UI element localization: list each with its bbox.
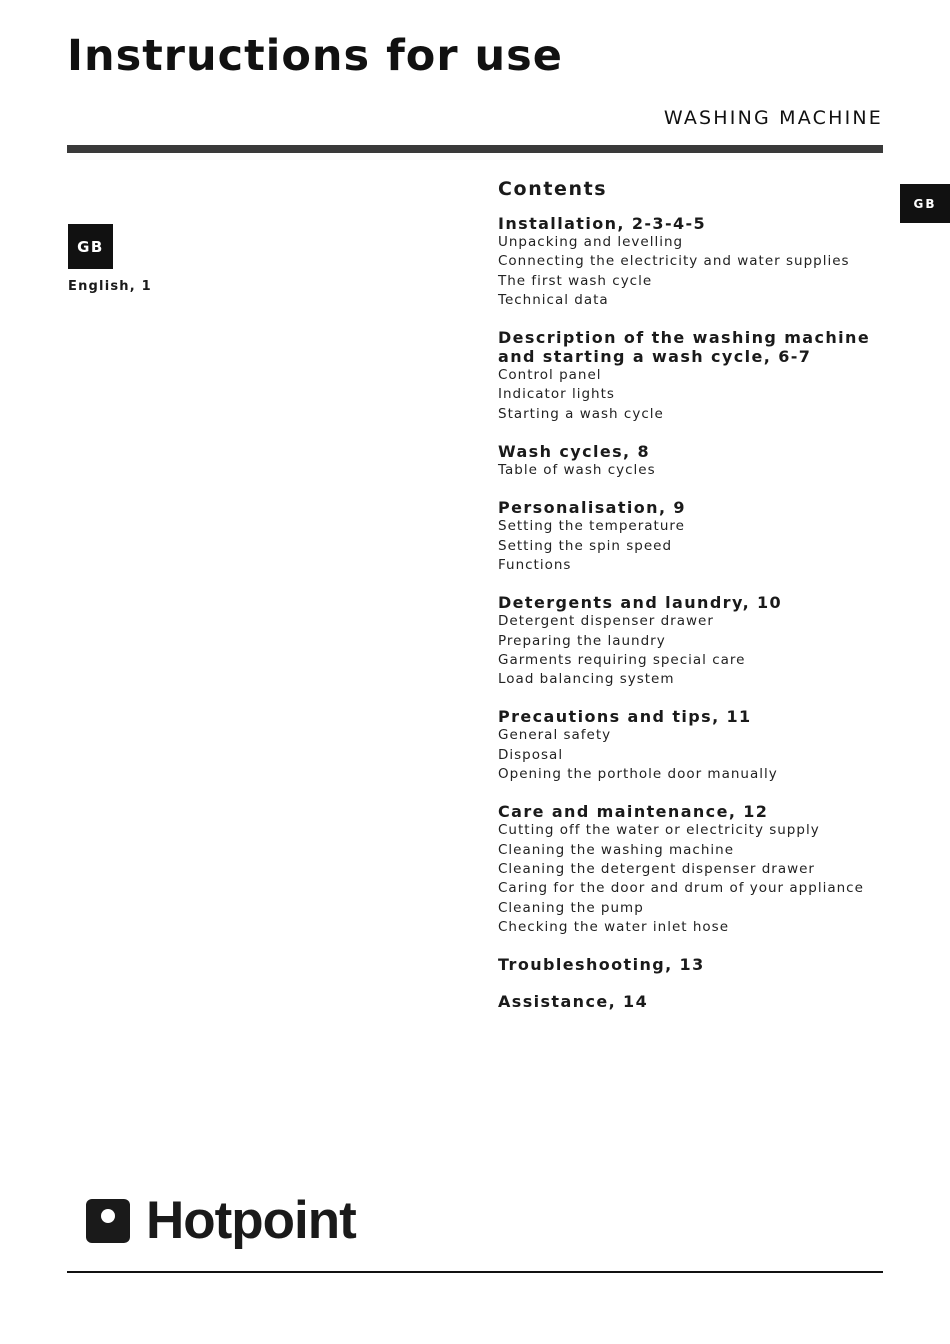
brand-name: Hotpoint [146,1191,356,1250]
language-badge[interactable]: GB [68,224,113,269]
section-item[interactable]: Cleaning the detergent dispenser drawer [498,860,815,877]
language-side-tab: GB [900,184,950,223]
contents-section [498,955,888,974]
section-item[interactable]: Table of wash cycles [498,462,656,479]
section-item[interactable]: General safety [498,727,612,744]
section-item[interactable]: Functions [498,556,572,573]
section-item[interactable]: The first wash cycle [498,272,653,289]
section-heading[interactable]: Personalisation, 9 [498,498,686,518]
table-of-contents [498,176,888,1029]
section-item[interactable]: Cleaning the washing machine [498,841,735,858]
section-item[interactable]: Checking the water inlet hose [498,918,729,935]
section-heading[interactable]: Care and maintenance, 12 [498,802,769,822]
section-heading[interactable]: Assistance, 14 [498,992,649,1012]
section-heading[interactable]: Detergents and laundry, 10 [498,593,783,613]
footer-divider [67,1271,883,1273]
section-item[interactable]: Technical data [498,291,609,308]
contents-section [498,498,888,575]
section-heading[interactable]: Precautions and tips, 11 [498,707,752,727]
section-item[interactable]: Cleaning the pump [498,899,644,916]
language-label[interactable]: English, 1 [68,279,152,294]
contents-section [498,214,888,310]
section-item[interactable]: Disposal [498,746,564,763]
section-item[interactable]: Cutting off the water or electricity supply [498,822,820,839]
section-item[interactable]: Detergent dispenser drawer [498,613,714,630]
section-heading[interactable]: Wash cycles, 8 [498,442,650,462]
contents-section [498,442,888,480]
section-item[interactable]: Caring for the door and drum of your appliance [498,880,864,897]
contents-section [498,593,888,689]
section-item[interactable]: Control panel [498,367,602,384]
section-item[interactable]: Setting the temperature [498,518,685,535]
section-heading[interactable]: Installation, 2-3-4-5 [498,214,707,233]
contents-section [498,707,888,784]
brand-logo [86,1193,356,1249]
contents-section [498,328,888,424]
section-item[interactable]: Indicator lights [498,386,615,403]
product-type: WASHING MACHINE [663,107,883,129]
section-item[interactable]: Starting a wash cycle [498,405,664,422]
document-title: Instructions for use [67,31,563,81]
section-item[interactable]: Unpacking and levelling [498,234,684,250]
section-item[interactable]: Setting the spin speed [498,537,673,554]
section-item[interactable]: Preparing the laundry [498,632,666,649]
section-item[interactable]: Opening the porthole door manually [498,766,778,783]
section-item[interactable]: Load balancing system [498,671,675,688]
contents-section [498,802,888,937]
section-item[interactable]: Connecting the electricity and water supplies [498,253,850,270]
section-heading[interactable]: Troubleshooting, 13 [498,955,705,975]
hotpoint-logo-mark-icon [86,1199,130,1243]
section-heading[interactable]: Description of the washing machine and starting a wash cycle, 6-7 [498,328,871,367]
contents-title: Contents [498,178,608,200]
header-divider [67,145,883,153]
section-item[interactable]: Garments requiring special care [498,651,746,668]
contents-section [498,992,888,1011]
contents-sections [498,214,888,1011]
